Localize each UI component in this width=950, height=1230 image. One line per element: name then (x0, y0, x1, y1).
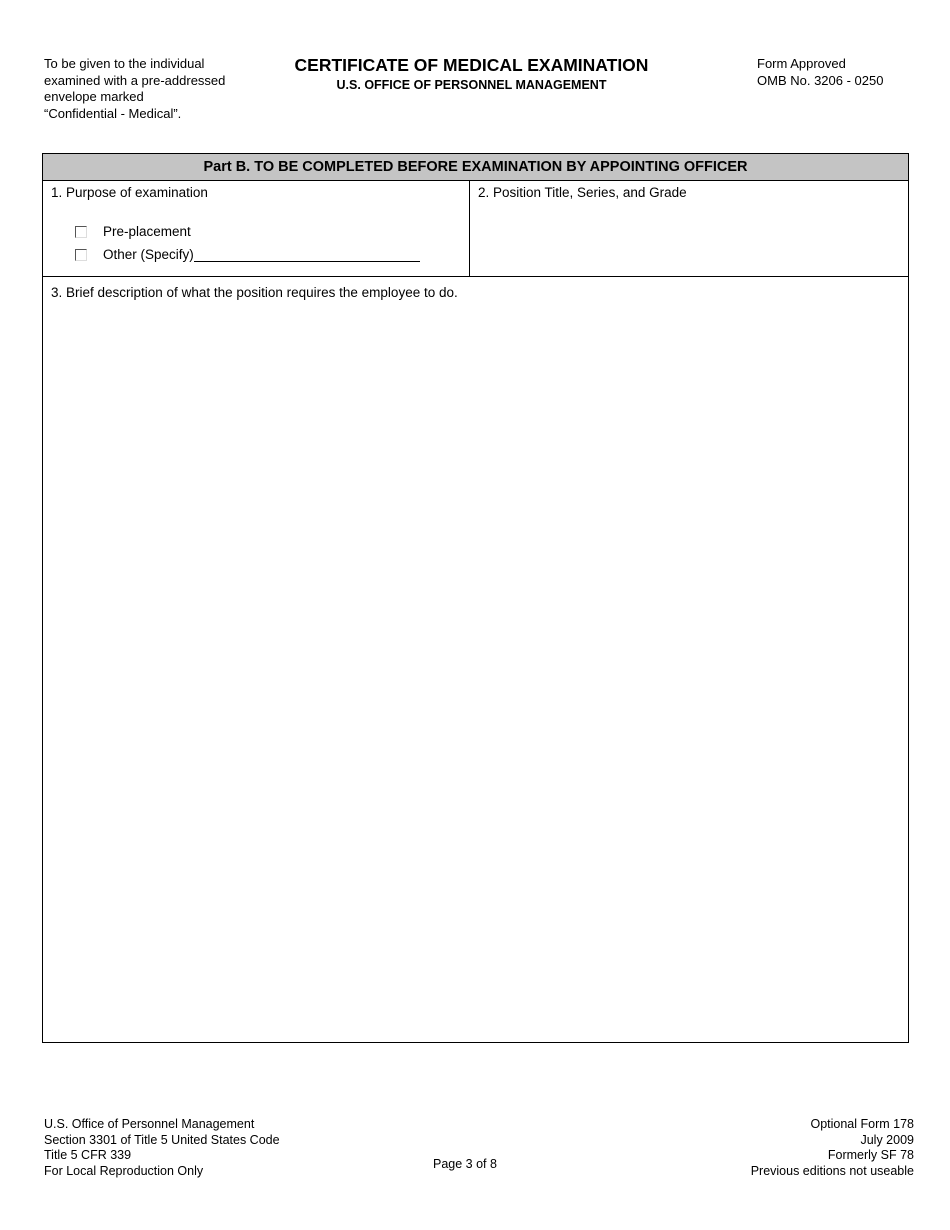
distribution-note (44, 56, 254, 122)
position-description-label: 3. Brief description of what the position requires the employee to do. (51, 285, 458, 300)
purpose-of-examination-label: 1. Purpose of examination (51, 185, 208, 200)
part-b-form (42, 153, 909, 1043)
pre-placement-option (75, 224, 191, 240)
footer-authority-line: U.S. Office of Personnel Management (44, 1117, 255, 1131)
distribution-note-line: examined with a pre-addressed (44, 72, 226, 88)
footer-authority-line: For Local Reproduction Only (44, 1163, 204, 1178)
omb-approval-line: Form Approved (757, 56, 846, 71)
position-description-field[interactable] (43, 277, 908, 1042)
footer-authority-line: Title 5 CFR 339 (44, 1148, 132, 1162)
distribution-note-line: “Confidential - Medical”. (44, 105, 182, 121)
purpose-of-examination-cell (43, 181, 470, 277)
form-identifier-line: Optional Form 178 (810, 1117, 914, 1131)
distribution-note-line: envelope marked (44, 89, 144, 104)
distribution-note-line: To be given to the individual (44, 56, 205, 71)
omb-approval-line: OMB No. 3206 - 0250 (757, 72, 884, 88)
form-identifier (700, 1117, 914, 1179)
form-identifier-line: Previous editions not useable (750, 1163, 914, 1178)
pre-placement-label: Pre-placement (103, 224, 191, 239)
form-identifier-line: Formerly SF 78 (827, 1148, 914, 1162)
form-header (250, 55, 693, 93)
form-identifier-line: July 2009 (860, 1132, 914, 1147)
footer-authority-line: Section 3301 of Title 5 United States Code (44, 1132, 280, 1147)
pre-placement-checkbox[interactable] (75, 226, 87, 238)
footer-authority (44, 1117, 280, 1179)
other-option (75, 247, 420, 263)
part-b-heading: Part B. TO BE COMPLETED BEFORE EXAMINATION BY APPOINTING OFFICER (43, 154, 908, 181)
other-checkbox[interactable] (75, 249, 87, 261)
position-title-label: 2. Position Title, Series, and Grade (478, 185, 687, 200)
other-label: Other (Specify) (103, 247, 194, 262)
other-specify-field[interactable] (194, 247, 420, 262)
omb-approval (757, 56, 883, 89)
form-title: CERTIFICATE OF MEDICAL EXAMINATION (294, 55, 649, 75)
position-title-field[interactable] (470, 181, 908, 277)
page-number: Page 3 of 8 (433, 1157, 497, 1171)
form-agency: U.S. OFFICE OF PERSONNEL MANAGEMENT (336, 78, 607, 92)
